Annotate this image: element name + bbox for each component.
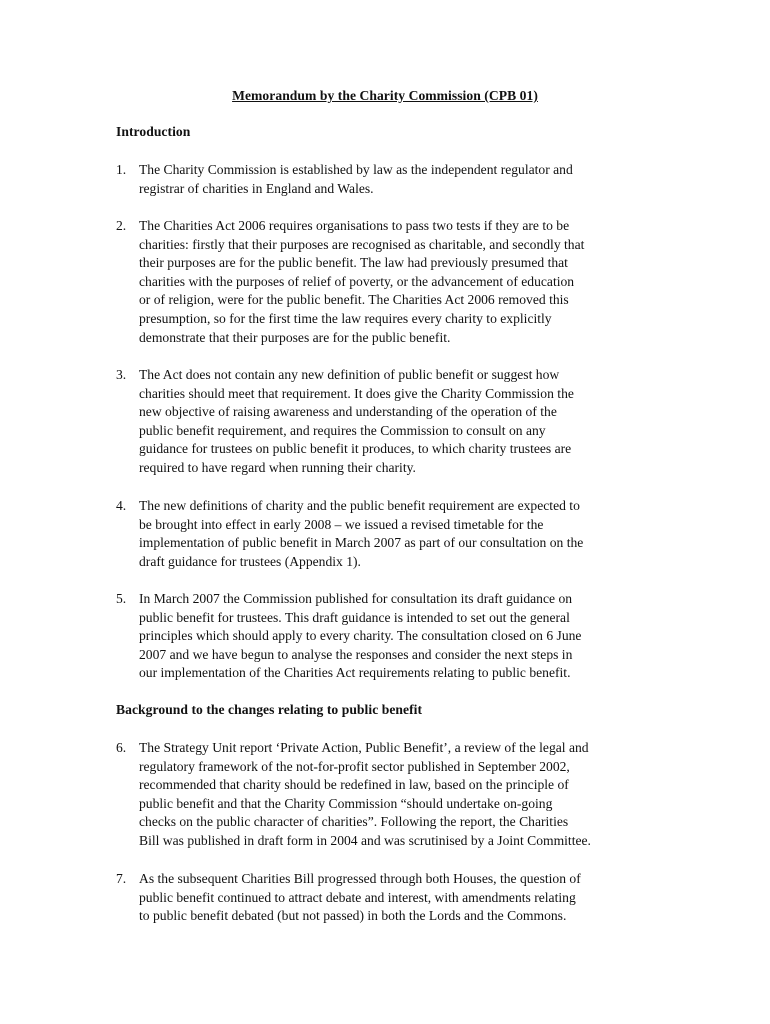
paragraph-line: public benefit requirement, and requires the Commission to consult on any — [139, 422, 546, 438]
paragraph-line: public benefit continued to attract debate and interest, with amendments relating — [139, 889, 576, 905]
section-heading-background: Background to the changes relating to public benefit — [116, 702, 423, 717]
paragraph-line: checks on the public character of charities”. Following the report, the Charities — [139, 814, 569, 830]
paragraph-line: principles which should apply to every charity. The consultation closed on 6 June — [139, 628, 582, 644]
paragraph-line: required to have regard when running their charity. — [139, 459, 416, 475]
paragraph-line: presumption, so for the first time the law requires every charity to explicitly — [139, 310, 552, 326]
paragraph-1 — [116, 161, 676, 198]
paragraph-5 — [116, 590, 676, 683]
paragraph-line: 2007 and we have begun to analyse the responses and consider the next steps in — [139, 646, 573, 662]
paragraph-line: public benefit and that the Charity Commission “should undertake on-going — [139, 795, 553, 811]
paragraph-number: 3. — [116, 367, 127, 382]
paragraph-line: registrar of charities in England and Wales. — [139, 180, 374, 196]
paragraph-2 — [116, 217, 676, 347]
paragraph-line: to public benefit debated (but not passed) in both the Lords and the Commons. — [139, 908, 567, 924]
paragraph-line: As the subsequent Charities Bill progressed through both Houses, the question of — [139, 871, 581, 886]
paragraph-line: our implementation of the Charities Act requirements relating to public benefit. — [139, 665, 571, 681]
document-title: Memorandum by the Charity Commission (CPB 01) — [232, 88, 538, 103]
paragraph-line: The Strategy Unit report ‘Private Action, Public Benefit’, a review of the legal and — [139, 740, 589, 755]
paragraph-line: guidance for trustees on public benefit it produces, to which charity trustees are — [139, 441, 572, 457]
paragraph-line: public benefit for trustees. This draft guidance is intended to set out the general — [139, 609, 570, 625]
paragraph-3 — [116, 366, 676, 478]
paragraph-line: new objective of raising awareness and understanding of the operation of the — [139, 404, 557, 420]
paragraph-6 — [116, 739, 676, 851]
paragraph-line: The Charity Commission is established by law as the independent regulator and — [139, 162, 573, 177]
paragraph-line: charities should meet that requirement. It does give the Charity Commission the — [139, 385, 574, 401]
paragraph-line: Bill was published in draft form in 2004 and was scrutinised by a Joint Committee. — [139, 832, 591, 848]
paragraph-number: 6. — [116, 740, 127, 755]
paragraph-7 — [116, 870, 676, 926]
paragraph-line: charities: firstly that their purposes are recognised as charitable, and secondly that — [139, 236, 585, 252]
paragraph-4 — [116, 497, 676, 571]
paragraph-line: demonstrate that their purposes are for the public benefit. — [139, 329, 451, 345]
paragraph-line: regulatory framework of the not-for-profit sector published in September 2002, — [139, 758, 570, 774]
paragraph-line: their purposes are for the public benefit. The law had previously presumed that — [139, 255, 568, 271]
paragraph-number: 1. — [116, 162, 127, 177]
paragraph-line: The Act does not contain any new definition of public benefit or suggest how — [139, 367, 560, 382]
paragraph-number: 2. — [116, 218, 127, 233]
paragraph-line: implementation of public benefit in March 2007 as part of our consultation on the — [139, 535, 584, 551]
paragraph-line: or of religion, were for the public benefit. The Charities Act 2006 removed this — [139, 292, 569, 308]
paragraph-number: 4. — [116, 498, 127, 513]
paragraph-line: draft guidance for trustees (Appendix 1). — [139, 553, 361, 569]
paragraph-line: The new definitions of charity and the public benefit requirement are expected to — [139, 498, 580, 513]
paragraph-line: The Charities Act 2006 requires organisations to pass two tests if they are to be — [139, 218, 570, 233]
paragraph-line: charities with the purposes of relief of poverty, or the advancement of education — [139, 273, 575, 289]
section-heading-introduction: Introduction — [116, 124, 191, 139]
paragraph-line: recommended that charity should be redefined in law, based on the principle of — [139, 777, 569, 793]
paragraph-line: be brought into effect in early 2008 – we issued a revised timetable for the — [139, 516, 544, 532]
paragraph-line: In March 2007 the Commission published for consultation its draft guidance on — [139, 591, 573, 606]
paragraph-number: 5. — [116, 591, 127, 606]
paragraph-number: 7. — [116, 871, 127, 886]
